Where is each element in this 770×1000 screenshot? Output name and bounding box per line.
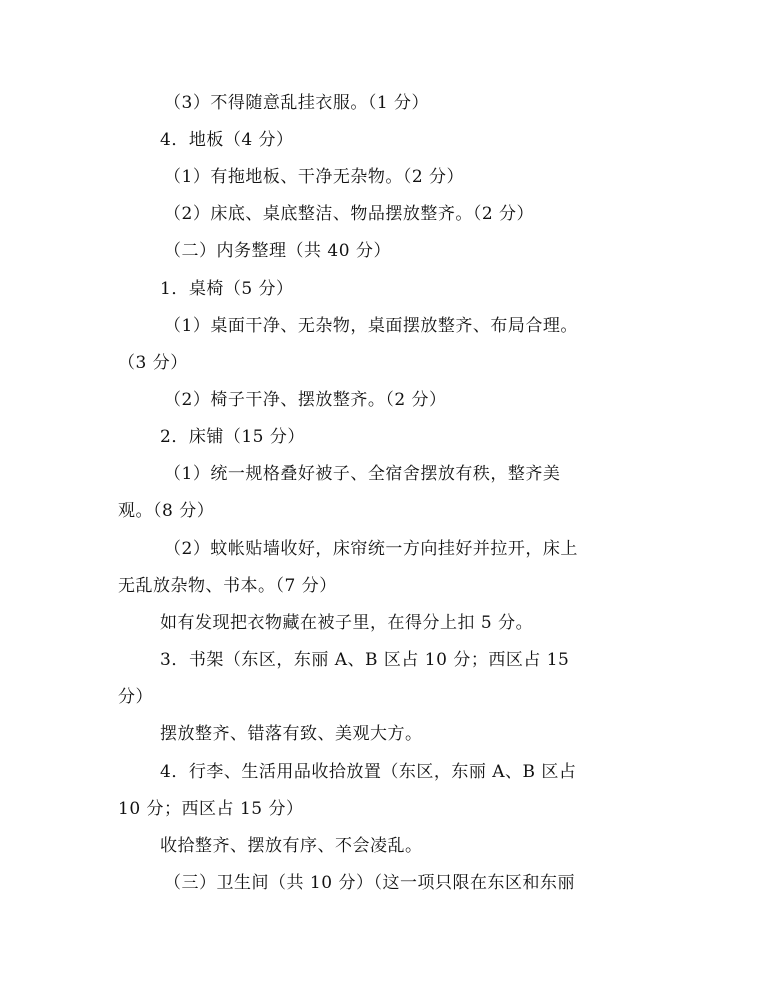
text-line: （3 分） xyxy=(118,353,188,373)
text-line: （1）有拖地板、干净无杂物。（2 分） xyxy=(164,167,465,187)
text-line: 4．地板（4 分） xyxy=(160,130,294,150)
text-line: （1）桌面干净、无杂物，桌面摆放整齐、布局合理。 xyxy=(164,316,578,336)
text-line: 观。（8 分） xyxy=(118,501,215,521)
text-line: 3．书架（东区，东丽 A、B 区占 10 分；西区占 15 xyxy=(160,650,570,670)
text-line: 收拾整齐、摆放有序、不会凌乱。 xyxy=(160,836,423,856)
text-line: 如有发现把衣物藏在被子里，在得分上扣 5 分。 xyxy=(160,613,534,633)
text-line: （1）统一规格叠好被子、全宿舍摆放有秩，整齐美 xyxy=(164,464,561,484)
text-line: 无乱放杂物、书本。（7 分） xyxy=(118,576,337,596)
text-line: （2）床底、桌底整洁、物品摆放整齐。（2 分） xyxy=(164,204,535,224)
text-line: （3）不得随意乱挂衣服。（1 分） xyxy=(164,93,430,113)
text-line: （2）蚊帐贴墙收好，床帘统一方向挂好并拉开，床上 xyxy=(164,539,578,559)
text-line: 2．床铺（15 分） xyxy=(160,427,305,447)
text-line: 10 分；西区占 15 分） xyxy=(118,799,304,819)
section-heading: （三）卫生间（共 10 分）（这一项只限在东区和东丽 xyxy=(164,873,575,893)
text-line: 摆放整齐、错落有致、美观大方。 xyxy=(160,724,423,744)
text-line: （2）椅子干净、摆放整齐。（2 分） xyxy=(164,390,447,410)
text-line: 4．行李、生活用品收拾放置（东区，东丽 A、B 区占 xyxy=(160,762,577,782)
text-line: 分） xyxy=(118,687,153,707)
text-line: 1．桌椅（5 分） xyxy=(160,279,294,299)
section-heading: （二）内务整理（共 40 分） xyxy=(164,241,391,261)
